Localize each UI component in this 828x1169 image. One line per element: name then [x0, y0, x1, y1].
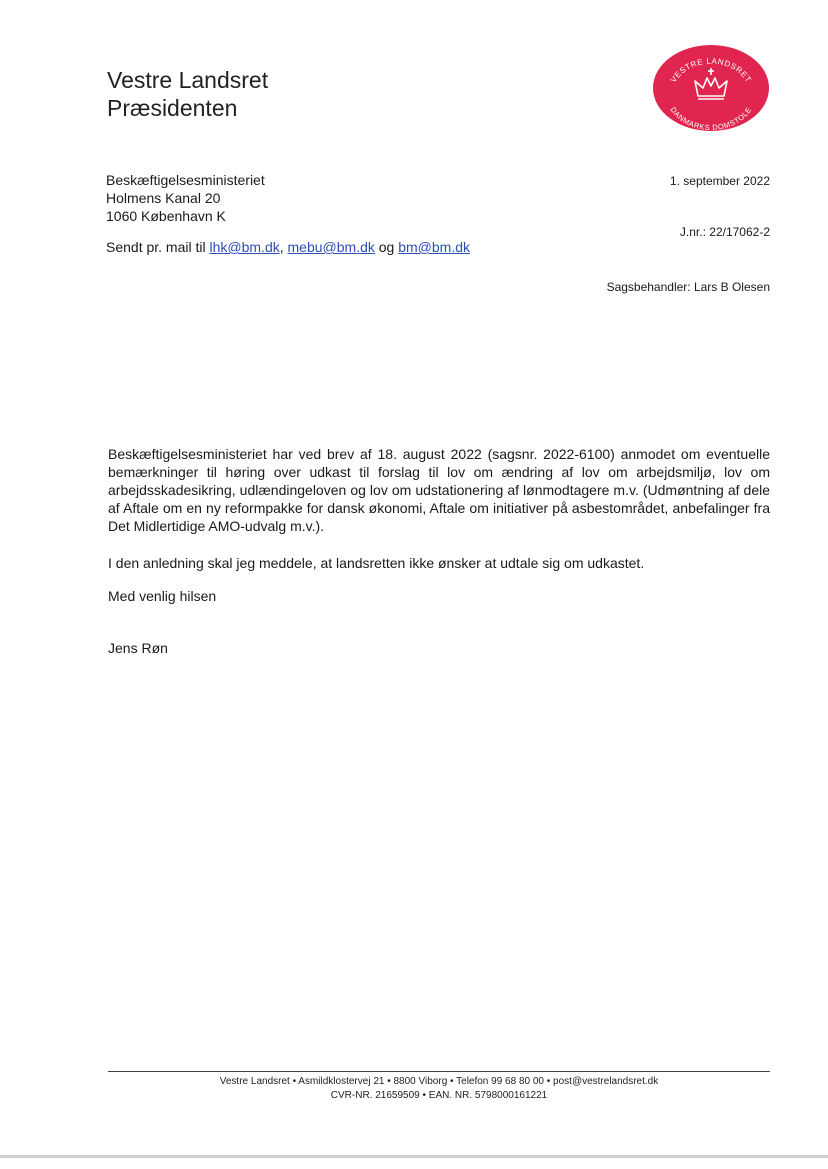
recipient-street: Holmens Kanal 20	[106, 190, 221, 206]
court-seal	[652, 44, 770, 132]
signature-name: Jens Røn	[108, 640, 168, 656]
body-paragraph-1: Beskæftigelsesministeriet har ved brev af 18. august 2022 (sagsnr. 2022-6100) anmodet om eventuelle bemærkninger til høring over udkast til forslag til lov om ændring af lov om arbejdsmiljø, lov om arbejdsskadesikring, udlændingeloven og lov om udstationering af lønmodtagere m.v. (Udmøntning af dele af Aftale om en ny reformpakke for dansk økonomi, Aftale om initiativer på asbestområdet, anbefalinger fra Det Midlertidige AMO-udvalg m.v.).	[108, 446, 770, 534]
footer-registration-line: CVR-NR. 21659509 • EAN. NR. 5798000161221	[330, 1090, 548, 1101]
email-link-lhk[interactable]: lhk@bm.dk	[209, 239, 280, 255]
letter-footer	[108, 1075, 770, 1103]
footer-divider	[108, 1071, 770, 1072]
seal-graphic	[652, 44, 770, 132]
closing-greeting: Med venlig hilsen	[108, 588, 217, 604]
seal-top-text: VESTRE LANDSRET	[668, 56, 754, 85]
sender-title: Præsidenten	[107, 95, 238, 121]
body-paragraph-2: I den anledning skal jeg meddele, at landsretten ikke ønsker at udtale sig om udkastet.	[108, 555, 645, 571]
scan-edge-shadow	[0, 1155, 828, 1158]
recipient-address	[106, 171, 265, 225]
sent-separator-1: ,	[279, 239, 288, 255]
sent-prefix: Sendt pr. mail til	[106, 239, 210, 255]
seal-bottom-text: DANMARKS DOMSTOLE	[668, 105, 754, 132]
sent-separator-2: og	[374, 239, 399, 255]
sent-by-mail-line	[106, 239, 470, 255]
recipient-name: Beskæftigelsesministeriet	[106, 172, 265, 188]
email-link-mebu[interactable]: mebu@bm.dk	[287, 239, 375, 255]
letter-date: 1. september 2022	[669, 174, 770, 188]
journal-number: J.nr.: 22/17062-2	[679, 225, 770, 239]
footer-contact-line: Vestre Landsret • Asmildklostervej 21 • 8800 Viborg • Telefon 99 68 80 00 • post@vestrelandsret.dk	[219, 1076, 659, 1087]
recipient-city: 1060 København K	[106, 208, 226, 224]
email-link-bm[interactable]: bm@bm.dk	[398, 239, 471, 255]
case-handler: Sagsbehandler: Lars B Olesen	[606, 280, 770, 294]
sender-name: Vestre Landsret	[107, 67, 269, 93]
letter-body	[108, 445, 770, 657]
sender-block	[107, 66, 268, 122]
